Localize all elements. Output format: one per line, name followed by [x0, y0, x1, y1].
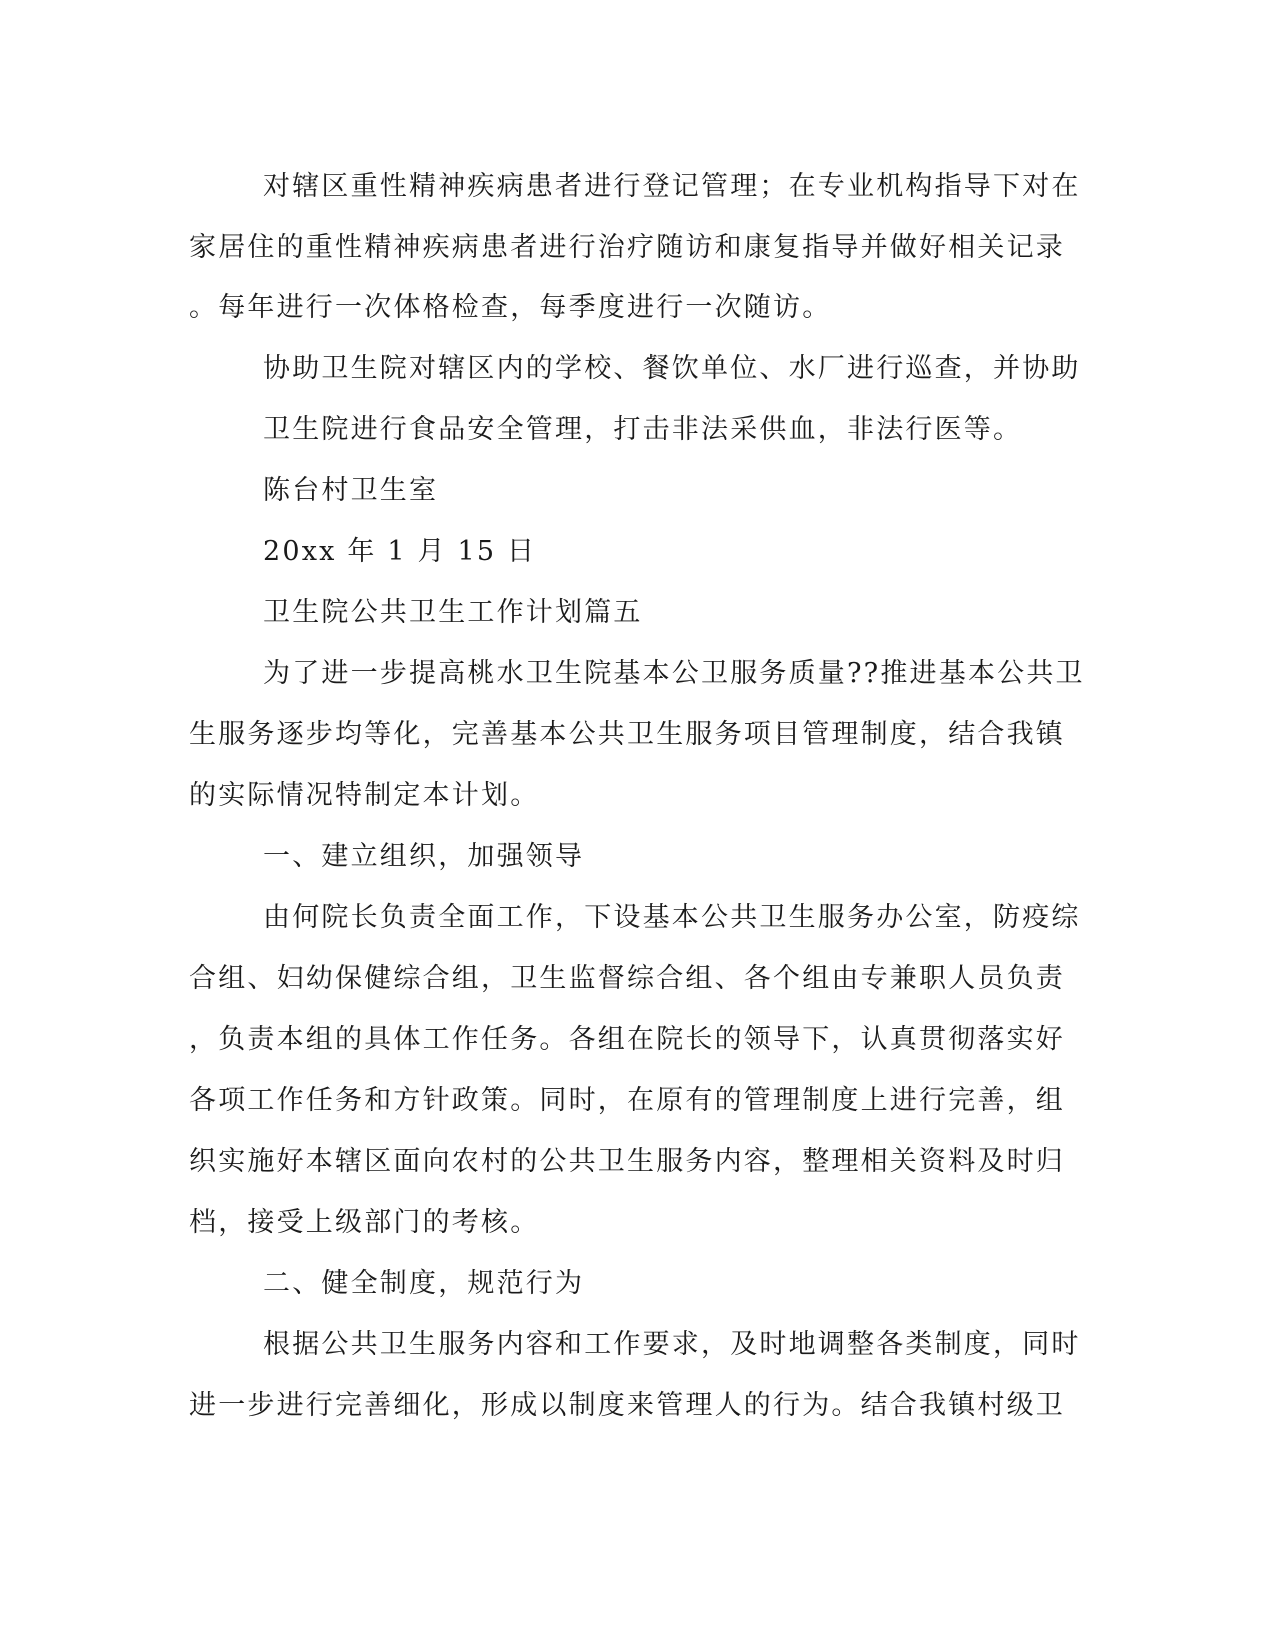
signature-date: 20xx 年 1 月 15 日	[263, 536, 537, 567]
text-line: 各项工作任务和方针政策。同时，在原有的管理制度上进行完善，组	[189, 1085, 1065, 1116]
signature-org: 陈台村卫生室	[263, 475, 439, 506]
text-line: 协助卫生院对辖区内的学校、餐饮单位、水厂进行巡查，并协助	[263, 353, 1081, 384]
text-line: 织实施好本辖区面向农村的公共卫生服务内容，整理相关资料及时归	[189, 1146, 1065, 1177]
text-line: 合组、妇幼保健综合组，卫生监督综合组、各个组由专兼职人员负责	[189, 963, 1065, 994]
subheading: 一、建立组织，加强领导	[263, 841, 585, 872]
text-line: 家居住的重性精神疾病患者进行治疗随访和康复指导并做好相关记录	[189, 232, 1065, 263]
text-line: 根据公共卫生服务内容和工作要求，及时地调整各类制度，同时	[263, 1329, 1081, 1360]
text-line: 对辖区重性精神疾病患者进行登记管理；在专业机构指导下对在	[263, 171, 1081, 202]
text-line: 由何院长负责全面工作，下设基本公共卫生服务办公室，防疫综	[263, 902, 1081, 933]
text-line: 。每年进行一次体格检查，每季度进行一次随访。	[189, 292, 832, 323]
text-line: 档，接受上级部门的考核。	[189, 1207, 540, 1238]
text-line: 的实际情况特制定本计划。	[189, 780, 540, 811]
text-line: 为了进一步提高桃水卫生院基本公卫服务质量??推进基本公共卫	[263, 658, 1085, 689]
text-line: 卫生院进行食品安全管理，打击非法采供血，非法行医等。	[263, 414, 1023, 445]
subheading: 二、健全制度，规范行为	[263, 1268, 585, 1299]
text-line: 进一步进行完善细化，形成以制度来管理人的行为。结合我镇村级卫	[189, 1390, 1065, 1421]
text-line: ，负责本组的具体工作任务。各组在院长的领导下，认真贯彻落实好	[189, 1024, 1065, 1055]
text-line: 生服务逐步均等化，完善基本公共卫生服务项目管理制度，结合我镇	[189, 719, 1065, 750]
section-title: 卫生院公共卫生工作计划篇五	[263, 597, 643, 628]
